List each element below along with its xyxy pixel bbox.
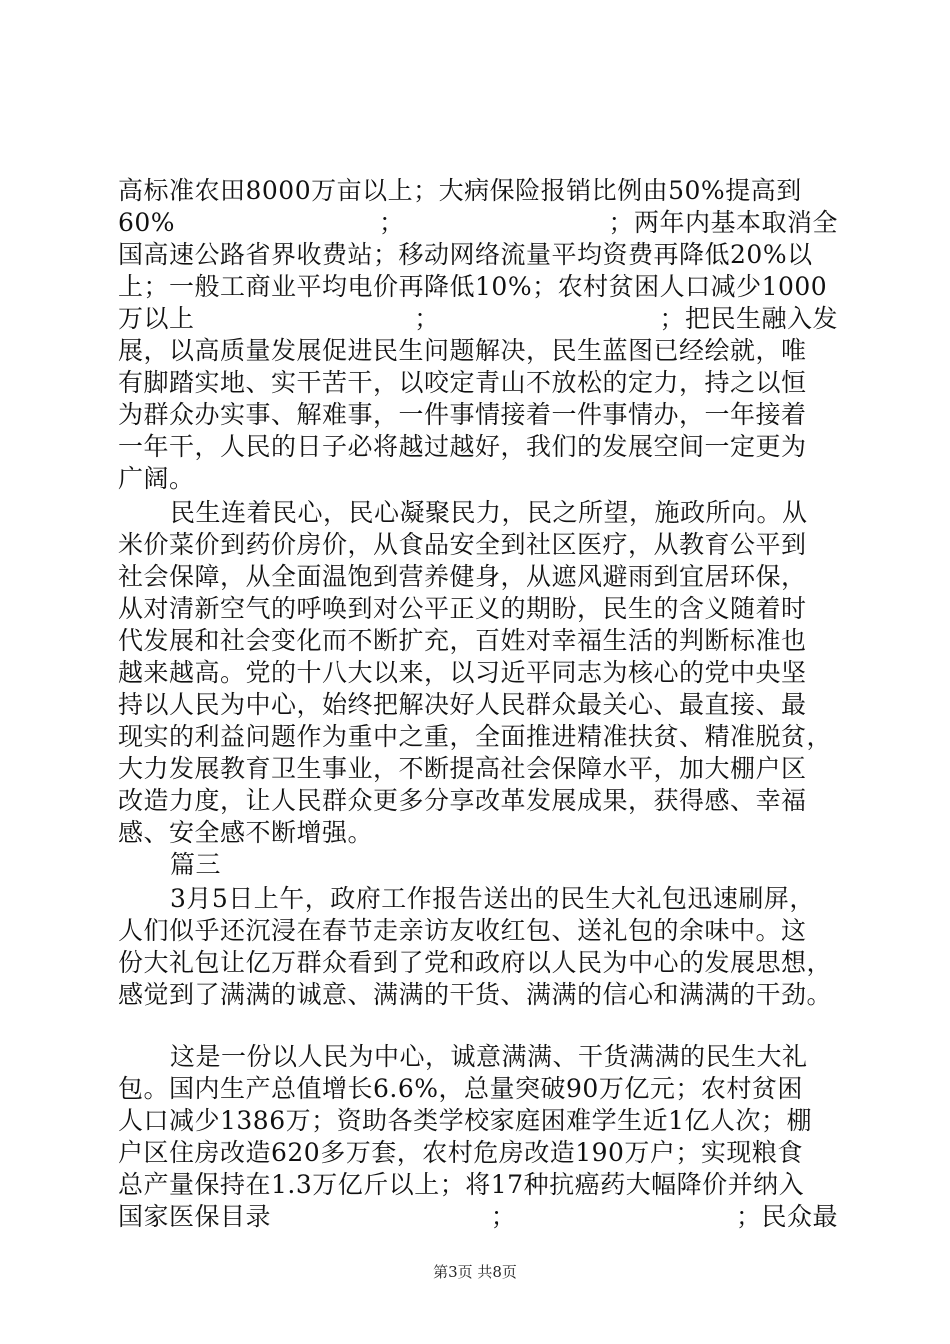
text-fragment: ； (379, 208, 405, 237)
text-line (118, 206, 838, 240)
text-line: 越来越高。党的十八大以来，以习近平同志为核心的党中央坚 (118, 658, 807, 687)
text-fragment: ； (414, 304, 440, 333)
text-line: 从对清新空气的呼唤到对公平正义的期盼，民生的含义随着时 (118, 594, 807, 623)
text-line: 户区住房改造620多万套，农村危房改造190万户；实现粮食 (118, 1138, 803, 1167)
text-fragment: 国家医保目录 (118, 1202, 272, 1231)
text-line: 米价菜价到药价房价，从食品安全到社区医疗，从教育公平到 (118, 530, 807, 559)
text-line: 代发展和社会变化而不断扩充，百姓对幸福生活的判断标准也 (118, 626, 807, 655)
text-line: 展，以高质量发展促进民生问题解决，民生蓝图已经绘就，唯 (118, 336, 807, 365)
text-line: 持以人民为中心，始终把解决好人民群众最关心、最直接、最 (118, 690, 807, 719)
paragraph-first-line: 这是一份以人民为中心，诚意满满、干货满满的民生大礼 (170, 1042, 808, 1071)
text-fragment: ；民众最 (735, 1202, 838, 1231)
text-line: 社会保障，从全面温饱到营养健身，从遮风避雨到宜居环保， (118, 562, 807, 591)
text-line: 感、安全感不断增强。 (118, 818, 374, 847)
section-heading: 篇三 (170, 850, 222, 879)
text-fragment: ； (490, 1202, 517, 1231)
text-fragment: 万以上 (118, 304, 195, 333)
text-line: 有脚踏实地、实干苦干，以咬定青山不放松的定力，持之以恒 (118, 368, 807, 397)
text-line: 上；一般工商业平均电价再降低10%；农村贫困人口减少1000 (118, 272, 828, 301)
text-line: 高标准农田8000万亩以上；大病保险报销比例由50%提高到 (118, 176, 802, 205)
text-line: 一年干，人民的日子必将越过越好，我们的发展空间一定更为 (118, 432, 807, 461)
text-line: 份大礼包让亿万群众看到了党和政府以人民为中心的发展思想， (118, 948, 833, 977)
text-line: 人们似乎还沉浸在春节走亲访友收红包、送礼包的余味中。这 (118, 916, 807, 945)
page-number: 第3页 共8页 (433, 1263, 517, 1281)
paragraph-first-line: 民生连着民心，民心凝聚民力，民之所望，施政所向。从 (170, 498, 808, 527)
text-line: 感觉到了满满的诚意、满满的干货、满满的信心和满满的干劲。 (118, 980, 833, 1009)
text-line: 为群众办实事、解难事，一件事情接着一件事情办，一年接着 (118, 400, 807, 429)
text-line: 改造力度，让人民群众更多分享改革发展成果，获得感、幸福 (118, 786, 807, 815)
paragraph-first-line: 3月5日上午，政府工作报告送出的民生大礼包迅速刷屏， (170, 884, 815, 913)
text-line: 人口减少1386万；资助各类学校家庭困难学生近1亿人次；棚 (118, 1106, 813, 1135)
text-line (118, 302, 838, 336)
text-line (118, 1200, 838, 1234)
text-line: 包。国内生产总值增长6.6%，总量突破90万亿元；农村贫困 (118, 1074, 803, 1103)
text-line: 总产量保持在1.3万亿斤以上；将17种抗癌药大幅降价并纳入 (118, 1170, 805, 1199)
text-fragment: ；两年内基本取消全 (608, 208, 838, 237)
text-line: 广阔。 (118, 464, 195, 493)
text-fragment: 60% (118, 208, 176, 237)
text-line: 国高速公路省界收费站；移动网络流量平均资费再降低20%以 (118, 240, 813, 269)
text-line: 现实的利益问题作为重中之重，全面推进精准扶贫、精准脱贫， (118, 722, 833, 751)
text-fragment: ；把民生融入发 (659, 304, 838, 333)
text-line: 大力发展教育卫生事业，不断提高社会保障水平，加大棚户区 (118, 754, 807, 783)
